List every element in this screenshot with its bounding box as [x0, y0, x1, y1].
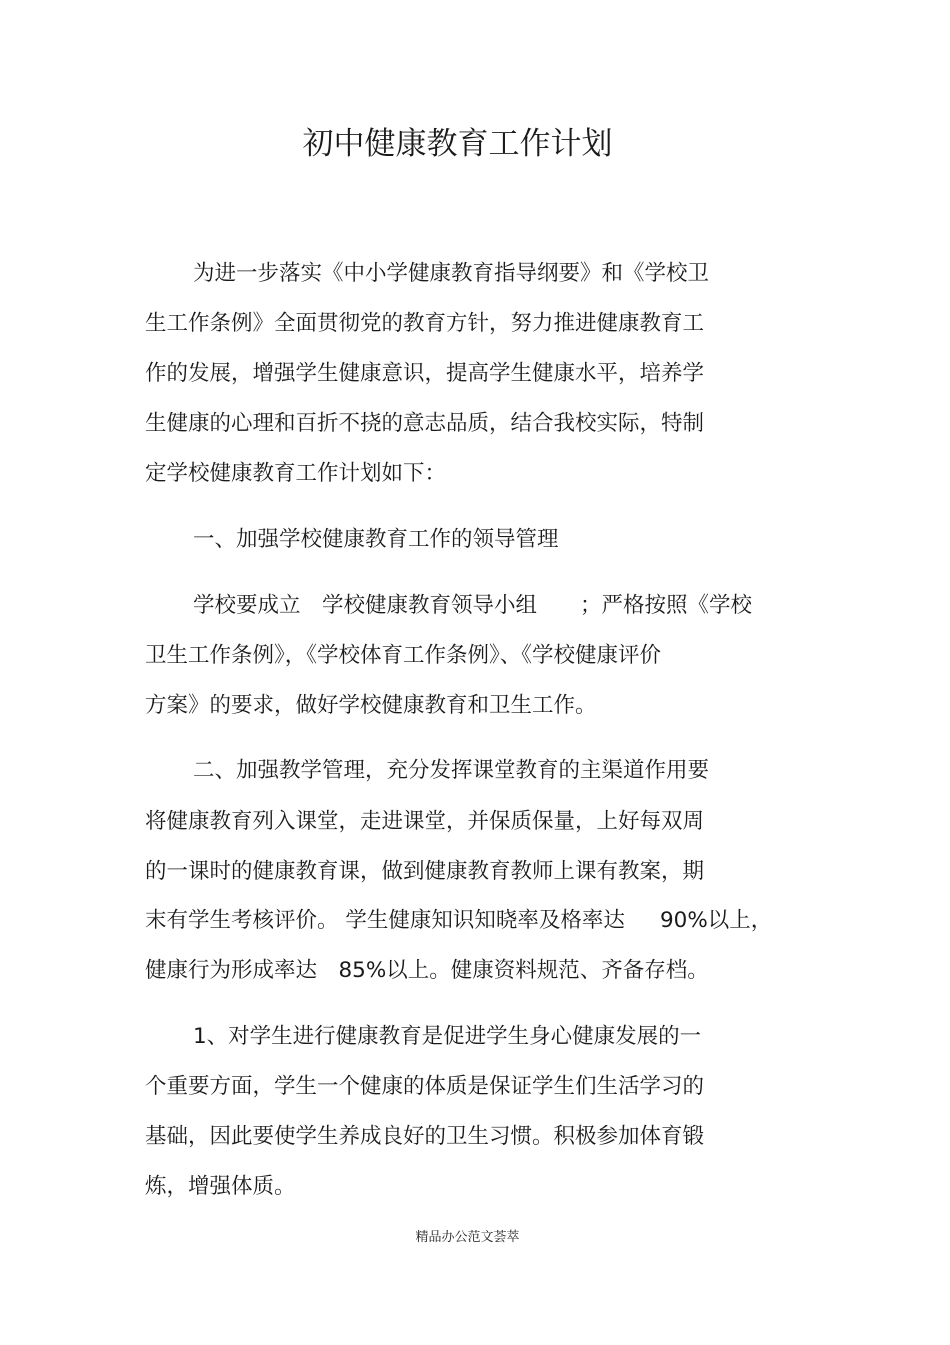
paragraph-line: 基础，因此要使学生养成良好的卫生习惯。积极参加体育锻: [145, 1124, 705, 1149]
paragraph-line: 炼，增强体质。: [145, 1174, 296, 1199]
paragraph-line: 学校要成立 学校健康教育领导小组 ；严格按照《学校: [193, 593, 753, 618]
document-title: 初中健康教育工作计划: [302, 126, 613, 162]
paragraph-line: 1、对学生进行健康教育是促进学生身心健康发展的一: [193, 1024, 702, 1049]
paragraph-line: 方案》的要求，做好学校健康教育和卫生工作。: [145, 693, 597, 718]
paragraph-line: 卫生工作条例》，《学校体育工作条例》、《学校健康评价: [145, 643, 662, 668]
paragraph-line: 将健康教育列入课堂，走进课堂，并保质保量，上好每双周: [145, 809, 705, 834]
paragraph-line: 末有学生考核评价。 学生健康知识知晓率及格率达 90%以上，: [145, 908, 773, 933]
paragraph-line: 生工作条例》全面贯彻党的教育方针，努力推进健康教育工: [145, 311, 705, 336]
section-heading: 一、加强学校健康教育工作的领导管理: [193, 527, 559, 552]
section-heading: 二、加强教学管理，充分发挥课堂教育的主渠道作用要: [193, 758, 710, 783]
paragraph-line: 为进一步落实《中小学健康教育指导纲要》和《学校卫: [193, 261, 710, 286]
page-footer: 精品办公范文荟萃: [415, 1230, 520, 1245]
paragraph-line: 作的发展，增强学生健康意识，提高学生健康水平，培养学: [145, 361, 705, 386]
paragraph-line: 定学校健康教育工作计划如下：: [145, 461, 447, 486]
paragraph-line: 健康行为形成率达 85%以上。健康资料规范、齐备存档。: [145, 958, 709, 983]
paragraph-line: 的一课时的健康教育课，做到健康教育教师上课有教案，期: [145, 859, 705, 884]
paragraph-line: 生健康的心理和百折不挠的意志品质，结合我校实际，特制: [145, 411, 705, 436]
paragraph-line: 个重要方面，学生一个健康的体质是保证学生们生活学习的: [145, 1074, 705, 1099]
